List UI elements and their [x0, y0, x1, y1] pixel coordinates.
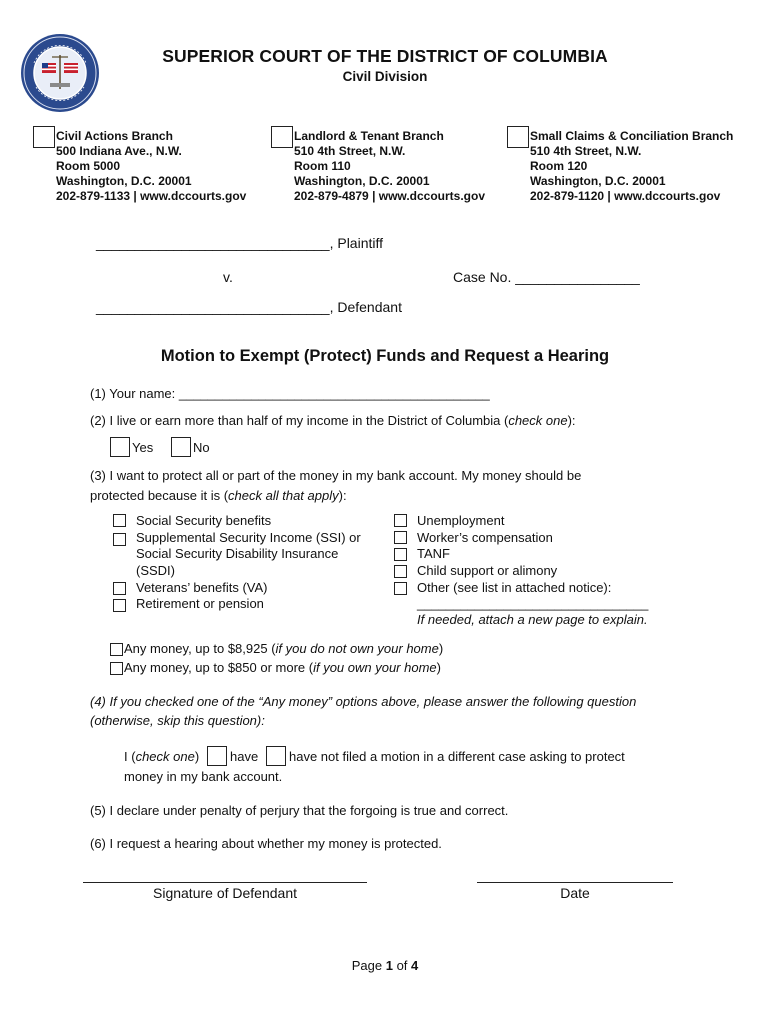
- q2-yes-checkbox[interactable]: [110, 437, 130, 457]
- q3-child-support-checkbox[interactable]: [394, 565, 407, 578]
- branch-name: Civil Actions Branch: [56, 129, 173, 143]
- q2-hint: check one: [508, 413, 568, 428]
- any-money-8925-hint: if you do not own your home: [275, 641, 439, 656]
- q3-line2-start: protected because it is (: [90, 488, 229, 503]
- q3-line2: [90, 488, 347, 503]
- q2-question: (2) I live or earn more than half of my income in the District of Columbia (: [90, 413, 509, 428]
- q3-option-retirement: Retirement or pension: [136, 596, 264, 611]
- page-total: 4: [411, 958, 419, 973]
- q4-i-check-one: [124, 749, 199, 764]
- branch-street: 510 4th Street, N.W.: [530, 144, 642, 158]
- q4-line1: [90, 694, 636, 709]
- q2-no-checkbox[interactable]: [171, 437, 191, 457]
- branch-room: Room 5000: [56, 159, 121, 173]
- q3-unemployment-checkbox[interactable]: [394, 514, 407, 527]
- branch-street: 500 Indiana Ave., N.W.: [56, 144, 182, 158]
- branch-contact: 202-879-4879 | www.dccourts.gov: [294, 189, 485, 203]
- date-line[interactable]: [477, 882, 673, 883]
- q3-option-ssdi: Social Security Disability Insurance: [136, 546, 339, 561]
- page-number: [0, 958, 770, 973]
- page-prefix: Page: [351, 958, 386, 973]
- q4-have-checkbox[interactable]: [207, 746, 227, 766]
- branch-contact: 202-879-1120 | www.dccourts.gov: [530, 189, 721, 203]
- any-money-8925-text: Any money, up to $8,925 (: [124, 641, 276, 656]
- branch-civil-actions: [56, 129, 246, 204]
- branch-name: Landlord & Tenant Branch: [294, 129, 444, 143]
- case-number-field[interactable]: Case No. ________________: [453, 269, 640, 285]
- any-money-8925-close: ): [438, 641, 444, 656]
- branch-street: 510 4th Street, N.W.: [294, 144, 406, 158]
- q4-have-not-label: have not filed a motion in a different case asking to protect: [289, 749, 625, 764]
- q3-workers-comp-checkbox[interactable]: [394, 531, 407, 544]
- q3-attach-note: [417, 612, 648, 627]
- q4-line-end: money in my bank account.: [124, 769, 283, 784]
- q3-other-line[interactable]: ________________________________: [417, 596, 649, 611]
- q3-ssi-checkbox[interactable]: [113, 533, 126, 546]
- signature-label: Signature of Defendant: [153, 885, 297, 901]
- court-title: SUPERIOR COURT OF THE DISTRICT OF COLUMBIA: [162, 46, 608, 66]
- q3-any-money-850: [124, 660, 441, 675]
- branch-landlord-tenant: [294, 129, 485, 204]
- branch-civil-actions-checkbox[interactable]: [33, 126, 55, 148]
- q4-i-close: ): [194, 749, 200, 764]
- q3-option-other: Other (see list in attached notice):: [417, 580, 612, 595]
- q3-hint: check all that apply: [228, 488, 339, 503]
- branch-room: Room 110: [294, 159, 351, 173]
- q4-line1-text: (4) If you checked one of the “Any money” options above, please answer the following question: [90, 694, 637, 709]
- motion-title: Motion to Exempt (Protect) Funds and Request a Hearing: [160, 347, 610, 365]
- q3-veterans-checkbox[interactable]: [113, 582, 126, 595]
- q3-option-child-support: Child support or alimony: [417, 563, 558, 578]
- branch-city: Washington, D.C. 20001: [294, 174, 430, 188]
- q4-line2: [90, 713, 265, 728]
- plaintiff-field[interactable]: ______________________________, Plaintiff: [96, 235, 384, 251]
- q3-option-unemployment: Unemployment: [417, 513, 505, 528]
- branch-city: Washington, D.C. 20001: [56, 174, 192, 188]
- q1-your-name-field[interactable]: (1) Your name: ___________________________________________: [90, 386, 490, 401]
- q3-retirement-checkbox[interactable]: [113, 599, 126, 612]
- q3-option-ssdi-abbr: (SSDI): [136, 563, 175, 578]
- branch-city: Washington, D.C. 20001: [530, 174, 666, 188]
- signature-line[interactable]: [83, 882, 367, 883]
- any-money-850-hint: if you own your home: [313, 660, 437, 675]
- q2-yes-label: Yes: [132, 440, 154, 455]
- q4-hint: check one: [135, 749, 195, 764]
- q3-option-veterans: Veterans’ benefits (VA): [136, 580, 268, 595]
- q3-any-money-8925-checkbox[interactable]: [110, 643, 123, 656]
- q3-any-money-8925: [124, 641, 443, 656]
- branch-landlord-tenant-checkbox[interactable]: [271, 126, 293, 148]
- versus-label: v.: [223, 269, 233, 285]
- q4-have-label: have: [230, 749, 259, 764]
- any-money-850-text: Any money, up to $850 or more (: [124, 660, 314, 675]
- defendant-field[interactable]: ______________________________, Defendant: [96, 299, 402, 315]
- q4-i-open: I (: [124, 749, 136, 764]
- q3-line2-end: ):: [338, 488, 347, 503]
- q3-attach-note-text: If needed, attach a new page to explain.: [417, 612, 648, 627]
- branch-small-claims: [530, 129, 733, 204]
- division-subtitle: Civil Division: [342, 69, 428, 84]
- branch-room: Room 120: [530, 159, 588, 173]
- q5-text: (5) I declare under penalty of perjury that the forgoing is true and correct.: [90, 803, 509, 818]
- q3-social-security-checkbox[interactable]: [113, 514, 126, 527]
- q3-tanf-checkbox[interactable]: [394, 548, 407, 561]
- q3-line1: (3) I want to protect all or part of the money in my bank account. My money should be: [90, 468, 582, 483]
- q2-no-label: No: [193, 440, 210, 455]
- branch-name: Small Claims & Conciliation Branch: [530, 129, 734, 143]
- q2-close: ):: [567, 413, 576, 428]
- q4-have-not-checkbox[interactable]: [266, 746, 286, 766]
- q3-option-workers-comp: Worker’s compensation: [417, 530, 553, 545]
- branch-contact: 202-879-1133 | www.dccourts.gov: [56, 189, 247, 203]
- q2-text: [90, 413, 576, 428]
- q3-any-money-850-checkbox[interactable]: [110, 662, 123, 675]
- date-label: Date: [560, 885, 590, 901]
- page-mid: of: [392, 958, 412, 973]
- page-current: 1: [385, 958, 393, 973]
- branch-small-claims-checkbox[interactable]: [507, 126, 529, 148]
- q3-option-social-security: Social Security benefits: [136, 513, 272, 528]
- any-money-850-close: ): [436, 660, 441, 675]
- q3-other-checkbox[interactable]: [394, 582, 407, 595]
- q3-option-ssi: Supplemental Security Income (SSI) or: [136, 530, 361, 545]
- q3-option-tanf: TANF: [417, 546, 450, 561]
- q6-text: (6) I request a hearing about whether my money is protected.: [90, 836, 442, 851]
- q4-line2-text: (otherwise, skip this question):: [90, 713, 265, 728]
